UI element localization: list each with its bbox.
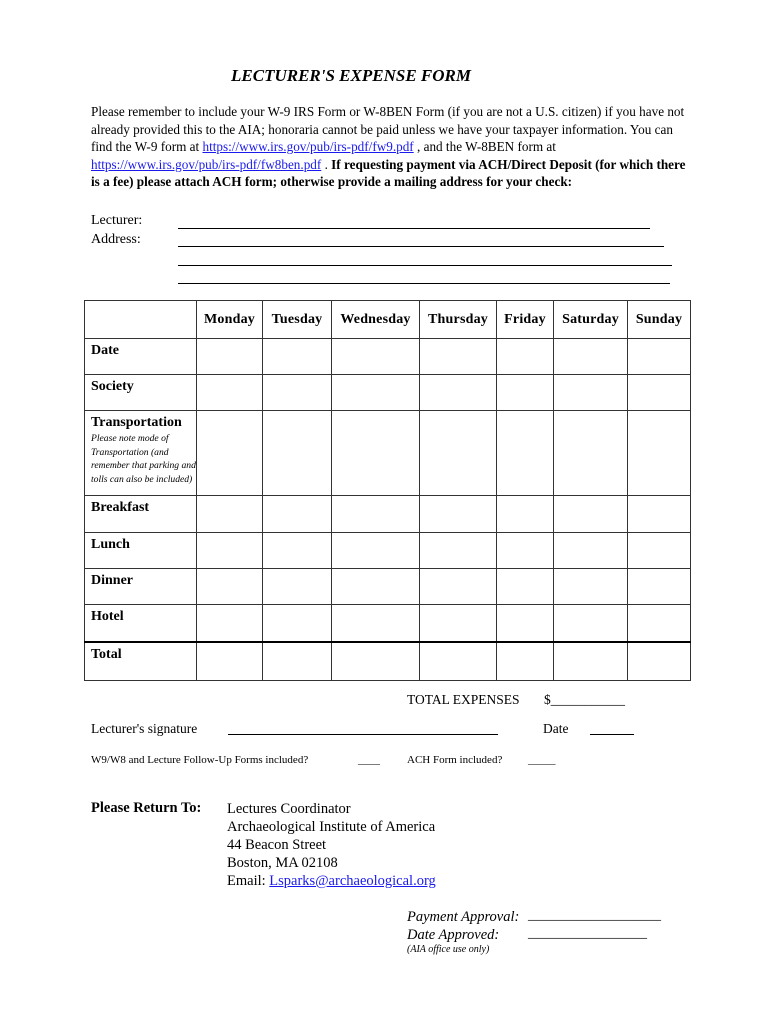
entry-cell[interactable] (197, 496, 263, 533)
entry-cell[interactable] (554, 339, 628, 375)
entry-cell[interactable] (263, 411, 332, 496)
address-line-3[interactable] (178, 283, 670, 284)
expense-table (84, 300, 691, 681)
entry-cell[interactable] (420, 411, 497, 496)
entry-cell[interactable] (263, 569, 332, 605)
entry-cell[interactable] (263, 605, 332, 642)
entry-cell[interactable] (497, 375, 554, 411)
address-label: Address: (91, 232, 141, 247)
signature-date-label: Date (543, 721, 569, 736)
transportation-note: Please note mode of Transportation (and remember that parking and tolls can also be included) (91, 433, 196, 485)
total-expenses-field[interactable]: $___________ (544, 692, 625, 707)
email-line (227, 872, 436, 890)
signature-label: Lecturer's signature (91, 721, 198, 736)
email-link[interactable]: Lsparks@archaeological.org (269, 873, 436, 889)
entry-cell[interactable] (497, 569, 554, 605)
w9-included-label: W9/W8 and Lecture Follow-Up Forms included? (91, 754, 309, 766)
day-header: Sunday (628, 301, 691, 339)
entry-cell[interactable] (197, 375, 263, 411)
entry-cell[interactable] (332, 375, 420, 411)
entry-cell[interactable] (197, 533, 263, 569)
entry-cell[interactable] (263, 496, 332, 533)
entry-cell[interactable] (628, 642, 691, 681)
entry-cell[interactable] (263, 642, 332, 681)
entry-cell[interactable] (263, 339, 332, 375)
row-label-breakfast: Breakfast (85, 496, 197, 533)
signature-date-input[interactable] (590, 734, 634, 735)
corner-cell (85, 301, 197, 339)
row-label-society: Society (85, 375, 197, 411)
entry-cell[interactable] (554, 642, 628, 681)
w9-link[interactable]: https://www.irs.gov/pub/irs-pdf/fw9.pdf (202, 139, 414, 154)
table-row-total (85, 642, 691, 681)
entry-cell[interactable] (332, 605, 420, 642)
lecturer-input[interactable] (178, 228, 650, 229)
header-row (85, 301, 691, 339)
table-row-society (85, 375, 691, 411)
entry-cell[interactable] (197, 411, 263, 496)
ach-instructions: If requesting payment via ACH/Direct Deposit (for which there is a fee) please attach ACH form; otherwise provide a mailing address for your check: (91, 156, 686, 189)
row-label-dinner: Dinner (85, 569, 197, 605)
row-label-hotel: Hotel (85, 605, 197, 642)
entry-cell[interactable] (420, 642, 497, 681)
day-header: Thursday (420, 301, 497, 339)
entry-cell[interactable] (554, 569, 628, 605)
entry-cell[interactable] (332, 533, 420, 569)
row-label-date: Date (85, 339, 197, 375)
address-line: Lectures Coordinator (227, 801, 351, 817)
entry-cell[interactable] (197, 605, 263, 642)
entry-cell[interactable] (497, 496, 554, 533)
intro-text-1: Please remember to include your W-9 IRS Form or W-8BEN Form (if you are not a U.S. citizen) if you have not already provided this to the AIA; honoraria cannot be paid unless we have your taxpayer information. You can find the W-9 form at (91, 104, 685, 154)
form-title: LECTURER'S EXPENSE FORM (231, 66, 471, 85)
address-line-1[interactable] (178, 246, 664, 247)
day-header: Tuesday (263, 301, 332, 339)
entry-cell[interactable] (554, 605, 628, 642)
table-row-lunch (85, 533, 691, 569)
total-expenses-label: TOTAL EXPENSES (407, 692, 520, 707)
entry-cell[interactable] (332, 642, 420, 681)
date-approved-field[interactable]: _________________ (528, 926, 647, 941)
entry-cell[interactable] (628, 411, 691, 496)
entry-cell[interactable] (332, 496, 420, 533)
table-row-hotel (85, 605, 691, 642)
entry-cell[interactable] (497, 339, 554, 375)
email-label: Email: (227, 873, 270, 889)
entry-cell[interactable] (628, 605, 691, 642)
entry-cell[interactable] (497, 533, 554, 569)
entry-cell[interactable] (420, 533, 497, 569)
table-row-dinner (85, 569, 691, 605)
lecturer-label: Lecturer: (91, 213, 143, 228)
w9-included-field[interactable]: ____ (358, 754, 380, 766)
entry-cell[interactable] (628, 375, 691, 411)
date-approved-label: Date Approved: (407, 927, 500, 943)
entry-cell[interactable] (420, 605, 497, 642)
entry-cell[interactable] (628, 569, 691, 605)
entry-cell[interactable] (332, 411, 420, 496)
entry-cell[interactable] (628, 496, 691, 533)
table-row-breakfast (85, 496, 691, 533)
entry-cell[interactable] (263, 533, 332, 569)
row-label-transportation (85, 411, 197, 496)
entry-cell[interactable] (263, 375, 332, 411)
signature-input[interactable] (228, 734, 498, 735)
entry-cell[interactable] (497, 642, 554, 681)
entry-cell[interactable] (332, 339, 420, 375)
entry-cell[interactable] (197, 339, 263, 375)
entry-cell[interactable] (497, 605, 554, 642)
entry-cell[interactable] (420, 375, 497, 411)
intro-text-3: . (321, 156, 332, 172)
address-line: Archaeological Institute of America (227, 819, 436, 835)
day-header: Saturday (554, 301, 628, 339)
office-use-note: (AIA office use only) (407, 944, 490, 955)
day-header: Friday (497, 301, 554, 339)
address-line-2[interactable] (178, 265, 672, 266)
intro-text-2: , and the W-8BEN form at (413, 139, 556, 154)
day-header: Monday (197, 301, 263, 339)
entry-cell[interactable] (420, 569, 497, 605)
intro-paragraph (91, 103, 691, 191)
row-label-total: Total (85, 642, 197, 681)
table-row-transportation (85, 411, 691, 496)
address-line: Boston, MA 02108 (227, 855, 338, 871)
payment-approval-label: Payment Approval: (407, 909, 520, 925)
return-label: Please Return To: (91, 800, 202, 816)
ach-included-label: ACH Form included? (407, 754, 503, 766)
table-row-date (85, 339, 691, 375)
address-line: 44 Beacon Street (227, 837, 327, 853)
entry-cell[interactable] (554, 496, 628, 533)
entry-cell[interactable] (420, 496, 497, 533)
entry-cell[interactable] (554, 411, 628, 496)
entry-cell[interactable] (332, 569, 420, 605)
entry-cell[interactable] (628, 339, 691, 375)
entry-cell[interactable] (420, 339, 497, 375)
entry-cell[interactable] (628, 533, 691, 569)
return-address (227, 800, 436, 890)
day-header: Wednesday (332, 301, 420, 339)
w8ben-link[interactable]: https://www.irs.gov/pub/irs-pdf/fw8ben.pdf (91, 156, 322, 172)
entry-cell[interactable] (554, 533, 628, 569)
transportation-label: Transportation (91, 415, 182, 430)
entry-cell[interactable] (197, 642, 263, 681)
entry-cell[interactable] (497, 411, 554, 496)
entry-cell[interactable] (554, 375, 628, 411)
row-label-lunch: Lunch (85, 533, 197, 569)
payment-approval-field[interactable]: ___________________ (528, 908, 661, 923)
entry-cell[interactable] (197, 569, 263, 605)
ach-included-field[interactable]: _____ (528, 754, 556, 766)
